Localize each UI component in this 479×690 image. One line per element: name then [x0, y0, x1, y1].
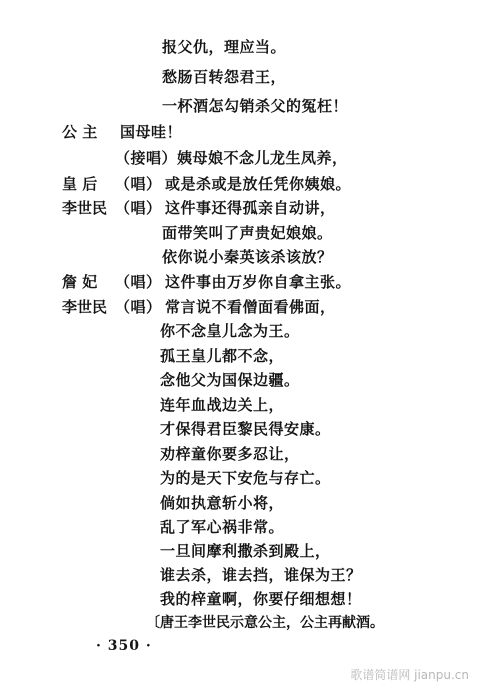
lyric-line: 念他父为国保边疆。 [160, 371, 300, 389]
speaker-label: 公 主 [62, 123, 98, 141]
speaker-label: 皇 后 [62, 175, 98, 193]
lyric-line: 这件事还得孤亲自动讲， [165, 199, 336, 217]
lyric-line: 你不念皇儿念为王。 [160, 322, 300, 340]
lyric-line: 孤王皇儿都不念， [160, 347, 285, 365]
lyric-line: 劝梓童你要多忍让， [160, 445, 300, 463]
stage-cue: （唱） [115, 273, 162, 291]
lyric-line: 依你说小秦英该杀该放？ [162, 248, 333, 266]
lyric-line: 连年血战边关上， [160, 396, 285, 414]
lyric-line: 倘如执意斩小将， [160, 494, 285, 512]
lyric-line: 常言说不看僧面看佛面， [165, 298, 336, 316]
stage-cue: （唱） [115, 298, 162, 316]
stage-direction: 〔唐王李世民示意公主，公主再献酒。 [146, 615, 384, 631]
lyric-line: 面带笑叫了声贵妃娘娘。 [162, 224, 333, 242]
lyric-line: 一杯酒怎勾销杀父的冤枉！ [162, 97, 349, 115]
stage-cue: （唱） [115, 175, 162, 193]
lyric-line: 愁肠百转怨君王， [162, 68, 287, 86]
speaker-label: 李世民 [62, 199, 108, 217]
watermark: 歌谱简谱网 jianpu.cn [350, 668, 469, 682]
lyric-line: 一旦间摩利撒杀到殿上， [160, 542, 331, 560]
lyric-line: 才保得君臣黎民得安康。 [160, 420, 331, 438]
lyric-line: 这件事由万岁你自拿主张。 [165, 273, 352, 291]
lyric-line: 报父仇，理应当。 [162, 38, 287, 56]
speaker-label: 詹 妃 [62, 273, 98, 291]
lyric-line: 乱了军心祸非常。 [160, 518, 285, 536]
page-number: · 350 · [96, 638, 152, 654]
lyric-line: 姨母娘不念儿龙生凤养， [177, 149, 348, 167]
speaker-label: 李世民 [62, 298, 108, 316]
lyric-line: 为的是天下安危与存亡。 [160, 469, 331, 487]
stage-cue: （接唱） [115, 149, 178, 167]
lyric-line: 谁去杀，谁去挡，谁保为王？ [160, 566, 362, 584]
stage-cue: （唱） [115, 199, 162, 217]
lyric-line: 或是杀或是放任凭你姨娘。 [165, 175, 352, 193]
lyric-line: 我的梓童啊，你要仔细想想！ [160, 590, 362, 608]
lyric-line: 国母哇！ [120, 123, 183, 141]
